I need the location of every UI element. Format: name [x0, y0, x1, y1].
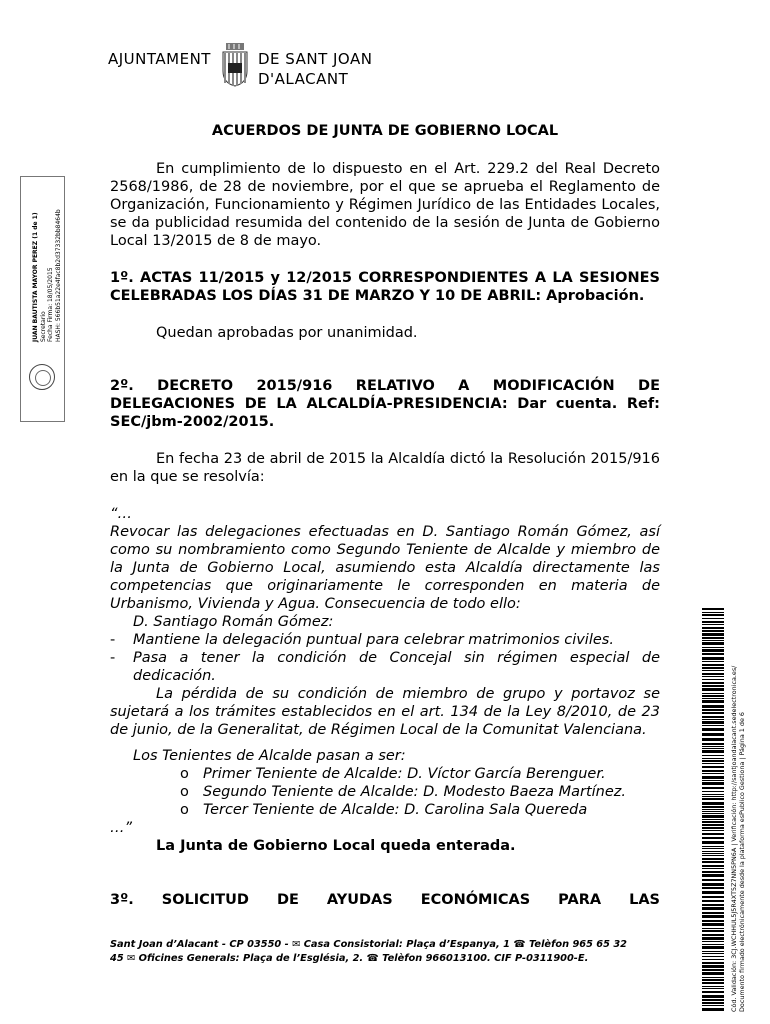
barcode-bar — [702, 907, 724, 910]
signature-hash: HASH: 566b51a22e4fac8b2d37332bb8464b — [54, 209, 62, 342]
barcode-bar — [702, 738, 724, 741]
barcode-bar — [702, 896, 724, 898]
barcode-bar — [702, 920, 724, 922]
barcode-bar — [702, 915, 724, 918]
barcode-bar — [702, 959, 724, 960]
barcode-bar — [702, 868, 724, 869]
barcode-bar — [702, 972, 724, 975]
barcode-bar — [702, 999, 724, 1001]
barcode-bar — [702, 633, 724, 636]
barcode-bar — [702, 621, 724, 623]
barcode-bar — [702, 782, 724, 785]
barcode-bar — [702, 861, 724, 863]
item1-text: Quedan aprobadas por unanimidad. — [156, 325, 418, 341]
barcode-bar — [702, 821, 724, 823]
signer-role: Secretario — [39, 311, 47, 342]
barcode-bar — [702, 693, 724, 694]
barcode-bar — [702, 986, 724, 987]
barcode-bar — [702, 923, 724, 926]
barcode-bar — [702, 728, 724, 731]
barcode-bar — [702, 962, 724, 964]
barcode-bar — [702, 679, 724, 680]
barcode-bar — [702, 673, 724, 675]
quote-paragraph-2: La pérdida de su condición de miembro de grupo y portavoz se sujetará a los trámites establecidos en el art. 134 de la Ley 8/2010, de 23 de junio, de la Generalitat, de Régimen Local de la Comunitat Valenciana. — [110, 686, 660, 738]
item1-heading: 1º. ACTAS 11/2015 y 12/2015 CORRESPONDIENTES A LA SESIONES CELEBRADAS LOS DÍAS 31 DE MARZO Y 10 DE ABRIL: Aprobación. — [110, 270, 660, 304]
header-dalacant: D'ALACANT — [258, 70, 349, 88]
item2-text: En fecha 23 de abril de 2015 la Alcaldía dictó la Resolución 2015/916 en la que se resolvía: — [110, 451, 660, 485]
item2-heading: 2º. DECRETO 2015/916 RELATIVO A MODIFICACIÓN DE DELEGACIONES DE LA ALCALDÍA-PRESIDENCIA: Dar cuenta. Ref: SEC/jbm-2002/2015. — [110, 378, 660, 430]
barcode-bar — [702, 879, 724, 881]
barcode-bar — [702, 791, 724, 792]
barcode-bar — [702, 853, 724, 854]
barcode-bar — [702, 770, 724, 772]
barcode-bar — [702, 750, 724, 753]
document-title: ACUERDOS DE JUNTA DE GOBIERNO LOCAL — [211, 123, 559, 139]
barcode-bar — [702, 721, 724, 724]
barcode-bar — [702, 688, 724, 691]
barcode-bar — [702, 780, 724, 781]
barcode-bar — [702, 670, 724, 671]
barcode-bar — [702, 806, 724, 808]
barcode-bar — [702, 858, 724, 860]
barcode-bar — [702, 758, 724, 759]
barcode-bar — [702, 733, 724, 736]
barcode-bar — [702, 667, 724, 669]
barcode-bar — [702, 700, 724, 703]
barcode-bar — [702, 802, 724, 805]
dash-marker: - — [110, 650, 116, 666]
quote-close: …” — [110, 820, 133, 836]
barcode-bar — [702, 763, 724, 764]
barcode-bar — [702, 608, 724, 610]
verification-line-2: Documento firmado electrónicamente desde la plataforma esPublico Gestiona | Página 1 de 6 — [738, 712, 746, 1012]
quote-name: D. Santiago Román Gómez: — [133, 614, 334, 630]
barcode-bar — [702, 904, 724, 906]
barcode-bar — [702, 637, 724, 639]
barcode-bar — [702, 796, 724, 797]
barcode-bar — [702, 846, 724, 847]
barcode-bar — [702, 871, 724, 873]
header-sant-joan: DE SANT JOAN — [258, 50, 373, 68]
barcode-bar — [702, 928, 724, 929]
barcode-bar — [702, 766, 724, 768]
barcode-bar — [702, 1002, 724, 1004]
barcode-bar — [702, 760, 724, 762]
dash-marker: - — [110, 632, 116, 648]
item2-result: La Junta de Gobierno Local queda enterada. — [156, 838, 516, 854]
barcode-bar — [702, 946, 724, 949]
seal-icon — [29, 364, 55, 390]
barcode-bar — [702, 640, 724, 641]
verification-line-1: Cód. Validación: 3CJ.WCHHUL5J5R4XT5Z7NN5PN6A | Verificación: http://santjoandalacant.sedelectronica.es/ — [730, 665, 738, 1012]
barcode-bar — [702, 941, 724, 942]
intro-paragraph: En cumplimiento de lo dispuesto en el Art. 229.2 del Real Decreto 2568/1986, de 28 de noviembre, por el que se aprueba el Reglamento de Organización, Funcionamiento y Régimen Jurídico de las Entidades Locales, se da publicidad resumida del contenido de la sesión de Junta de Gobierno Local 13/2015 de 8 de mayo. — [110, 161, 660, 249]
teniente-item-2: o Segundo Teniente de Alcalde: D. Modesto Baeza Martínez. — [180, 784, 626, 800]
barcode-bar — [702, 676, 724, 677]
barcode-bar — [702, 891, 724, 894]
barcode-bar — [702, 815, 724, 818]
barcode-bar — [702, 624, 724, 625]
barcode-bar — [702, 776, 724, 779]
document-body — [110, 118, 660, 909]
barcode-bar — [702, 833, 724, 835]
barcode-bar — [702, 798, 724, 800]
teniente-item-3: o Tercer Teniente de Alcalde: D. Carolina Sala Quereda — [180, 802, 588, 818]
barcode-bar — [702, 969, 724, 971]
barcode-bar — [702, 627, 724, 629]
dash-item-2: - Pasa a tener la condición de Concejal sin régimen especial de dedicación. — [110, 650, 660, 684]
barcode-bar — [702, 618, 724, 619]
barcode-bar — [702, 827, 724, 829]
barcode-bar — [702, 874, 724, 877]
barcode-bar — [702, 848, 724, 849]
barcode-bar — [702, 912, 724, 914]
barcode-bar — [702, 824, 724, 826]
barcode-bar — [702, 682, 724, 684]
quote-open: “… — [110, 506, 133, 522]
barcode-bar — [702, 698, 724, 699]
barcode-bar — [702, 883, 724, 886]
barcode-bar — [702, 977, 724, 978]
barcode-bar — [702, 965, 724, 968]
barcode-bar — [702, 748, 724, 749]
barcode-bar — [702, 642, 724, 645]
barcode-bar — [702, 934, 724, 936]
barcode-bar — [702, 887, 724, 889]
barcode-bar — [702, 956, 724, 957]
barcode-bar — [702, 937, 724, 940]
barcode-bar — [702, 930, 724, 932]
barcode-bar — [702, 725, 724, 726]
barcode-bar — [702, 657, 724, 660]
barcode-bar — [702, 755, 724, 756]
barcode-bar — [702, 830, 724, 831]
barcode-bar — [702, 649, 724, 652]
barcode-bar — [702, 982, 724, 984]
barcode-bar — [702, 746, 724, 747]
barcode-bar — [702, 865, 724, 867]
barcode-bar — [702, 664, 724, 666]
barcode-bar — [702, 612, 724, 613]
coat-of-arms-icon — [220, 43, 250, 87]
barcode-bar — [702, 988, 724, 989]
barcode-icon — [702, 608, 724, 1012]
footer-address — [110, 938, 662, 966]
barcode-bar — [702, 819, 724, 820]
barcode-bar — [702, 1008, 724, 1011]
barcode-bar — [702, 685, 724, 687]
barcode-bar — [702, 787, 724, 789]
tenientes-intro: Los Tenientes de Alcalde pasan a ser: — [133, 748, 406, 764]
barcode-bar — [702, 695, 724, 697]
signature-date: Fecha Firma: 18/05/2015 — [47, 267, 54, 342]
barcode-bar — [702, 809, 724, 810]
barcode-bar — [702, 841, 724, 844]
quote-paragraph-1: Revocar las delegaciones efectuadas en D. Santiago Román Gómez, así como su nombramiento como Segundo Teniente de Alcalde y miembro de la Junta de Gobierno Local, asumiendo esta Alcaldía directamente las competencias que originariamente le corresponden en materia de Urbanismo, Vivienda y Agua. Consecuencia de todo ello: — [110, 524, 660, 612]
barcode-bar — [702, 794, 724, 795]
barcode-bar — [702, 709, 724, 711]
barcode-bar — [702, 719, 724, 720]
barcode-bar — [702, 979, 724, 981]
barcode-bar — [702, 855, 724, 856]
barcode-bar — [702, 630, 724, 632]
barcode-bar — [702, 614, 724, 616]
barcode-bar — [702, 811, 724, 812]
barcode-bar — [702, 991, 724, 993]
footer-line-1: Sant Joan d’Alacant - CP 03550 - ✉ Casa Consistorial: Plaça d’Espanya, 1 ☎ Telèfon 965 65 32 — [110, 939, 627, 950]
footer-line-2: 45 ✉ Oficines Generals: Plaça de l’Església, 2. ☎ Telèfon 966013100. CIF P-0311900-E. — [110, 953, 589, 964]
barcode-bar — [702, 647, 724, 648]
dash-item-1: - Mantiene la delegación puntual para celebrar matrimonios civiles. — [110, 632, 614, 648]
barcode-bar — [702, 773, 724, 774]
barcode-bar — [702, 900, 724, 902]
barcode-bar — [702, 995, 724, 998]
barcode-bar — [702, 743, 724, 745]
barcode-bar — [702, 813, 724, 814]
barcode-bar — [702, 712, 724, 714]
barcode-bar — [702, 716, 724, 718]
barcode-bar — [702, 944, 724, 945]
barcode-bar — [702, 705, 724, 708]
barcode-bar — [702, 661, 724, 662]
barcode-bar — [702, 837, 724, 839]
barcode-bar — [702, 851, 724, 852]
teniente-item-1: o Primer Teniente de Alcalde: D. Víctor García Berenguer. — [180, 766, 606, 782]
barcode-bar — [702, 951, 724, 952]
item3-heading: 3º. SOLICITUD DE AYUDAS ECONÓMICAS PARA LAS — [110, 892, 660, 908]
barcode-bar — [702, 1005, 724, 1006]
barcode-bar — [702, 653, 724, 655]
barcode-bar — [702, 953, 724, 954]
header-ajuntament: AJUNTAMENT — [108, 50, 211, 68]
signer-name: JUAN BAUTISTA MAYOR PEREZ (1 de 1) — [32, 212, 39, 342]
